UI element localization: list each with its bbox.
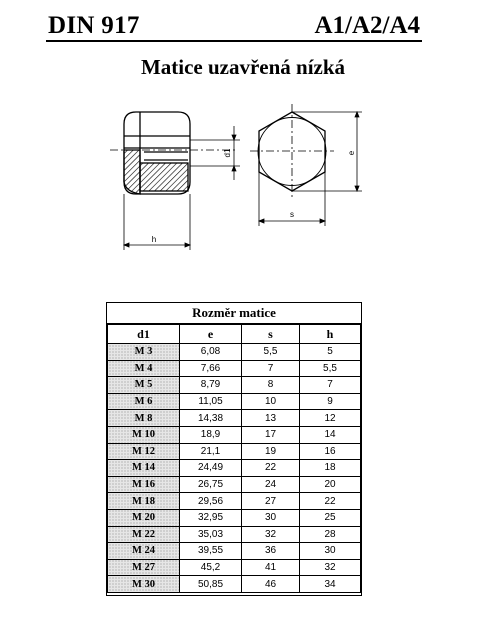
e-value-cell: 7,66 — [180, 360, 242, 377]
thread-size-cell: M 27 — [108, 559, 180, 576]
table-row — [108, 426, 361, 443]
page-subtitle: Matice uzavřená nízká — [140, 55, 346, 79]
dim-d1-label: d1 — [223, 148, 232, 158]
thread-size-cell: M 8 — [108, 410, 180, 427]
s-value-cell: 30 — [242, 509, 300, 526]
e-value-cell: 32,95 — [180, 509, 242, 526]
side-view — [124, 112, 190, 194]
table-row — [108, 509, 361, 526]
e-value-cell: 18,9 — [180, 426, 242, 443]
thread-size-cell: M 5 — [108, 377, 180, 394]
table-row — [108, 410, 361, 427]
s-value-cell: 22 — [242, 460, 300, 477]
s-value-cell: 13 — [242, 410, 300, 427]
material-grade: A1/A2/A4 — [314, 12, 420, 39]
thread-size-cell: M 20 — [108, 509, 180, 526]
thread-size-cell: M 24 — [108, 543, 180, 560]
thread-size-cell: M 10 — [108, 426, 180, 443]
s-value-cell: 8 — [242, 377, 300, 394]
e-value-cell: 24,49 — [180, 460, 242, 477]
column-header-d1: d1 — [108, 325, 180, 344]
table-row — [108, 393, 361, 410]
dim-s-label: s — [290, 210, 294, 219]
s-value-cell: 5,5 — [242, 344, 300, 361]
thread-size-cell: M 30 — [108, 576, 180, 593]
e-value-cell: 45,2 — [180, 559, 242, 576]
column-header-e: e — [180, 325, 242, 344]
column-header-s: s — [242, 325, 300, 344]
e-value-cell: 50,85 — [180, 576, 242, 593]
h-value-cell: 32 — [300, 559, 361, 576]
e-value-cell: 29,56 — [180, 493, 242, 510]
thread-size-cell: M 22 — [108, 526, 180, 543]
s-value-cell: 19 — [242, 443, 300, 460]
e-value-cell: 35,03 — [180, 526, 242, 543]
e-value-cell: 14,38 — [180, 410, 242, 427]
h-value-cell: 18 — [300, 460, 361, 477]
table-row — [108, 443, 361, 460]
s-value-cell: 24 — [242, 476, 300, 493]
e-value-cell: 8,79 — [180, 377, 242, 394]
h-value-cell: 25 — [300, 509, 361, 526]
column-header-h: h — [300, 325, 361, 344]
h-value-cell: 20 — [300, 476, 361, 493]
table-header-row — [108, 325, 361, 344]
s-value-cell: 7 — [242, 360, 300, 377]
thread-size-cell: M 16 — [108, 476, 180, 493]
thread-size-cell: M 6 — [108, 393, 180, 410]
dim-h-label: h — [151, 235, 157, 244]
thread-size-cell: M 18 — [108, 493, 180, 510]
table-body — [108, 344, 361, 593]
s-value-cell: 32 — [242, 526, 300, 543]
dimension-table — [106, 302, 362, 596]
dim-d1 — [190, 126, 240, 180]
h-value-cell: 7 — [300, 377, 361, 394]
e-value-cell: 39,55 — [180, 543, 242, 560]
table-row — [108, 559, 361, 576]
table-row — [108, 460, 361, 477]
e-value-cell: 26,75 — [180, 476, 242, 493]
dim-e-label: e — [347, 150, 356, 156]
s-value-cell: 41 — [242, 559, 300, 576]
h-value-cell: 28 — [300, 526, 361, 543]
h-value-cell: 14 — [300, 426, 361, 443]
s-value-cell: 10 — [242, 393, 300, 410]
thread-size-cell: M 14 — [108, 460, 180, 477]
table-row — [108, 576, 361, 593]
h-value-cell: 9 — [300, 393, 361, 410]
dimension-grid — [107, 324, 361, 593]
table-row — [108, 476, 361, 493]
h-value-cell: 30 — [300, 543, 361, 560]
table-row — [108, 377, 361, 394]
table-row — [108, 493, 361, 510]
s-value-cell: 27 — [242, 493, 300, 510]
h-value-cell: 34 — [300, 576, 361, 593]
h-value-cell: 5 — [300, 344, 361, 361]
s-value-cell: 17 — [242, 426, 300, 443]
thread-size-cell: M 3 — [108, 344, 180, 361]
standard-title: DIN 917 — [48, 12, 140, 39]
nut-technical-drawing — [0, 0, 486, 290]
dim-h — [124, 194, 190, 250]
e-value-cell: 6,08 — [180, 344, 242, 361]
s-value-cell: 46 — [242, 576, 300, 593]
h-value-cell: 16 — [300, 443, 361, 460]
h-value-cell: 22 — [300, 493, 361, 510]
table-row — [108, 360, 361, 377]
s-value-cell: 36 — [242, 543, 300, 560]
thread-size-cell: M 12 — [108, 443, 180, 460]
table-title: Rozměr matice — [107, 303, 361, 324]
thread-size-cell: M 4 — [108, 360, 180, 377]
e-value-cell: 11,05 — [180, 393, 242, 410]
h-value-cell: 5,5 — [300, 360, 361, 377]
e-value-cell: 21,1 — [180, 443, 242, 460]
table-row — [108, 526, 361, 543]
table-row — [108, 543, 361, 560]
h-value-cell: 12 — [300, 410, 361, 427]
table-row — [108, 344, 361, 361]
